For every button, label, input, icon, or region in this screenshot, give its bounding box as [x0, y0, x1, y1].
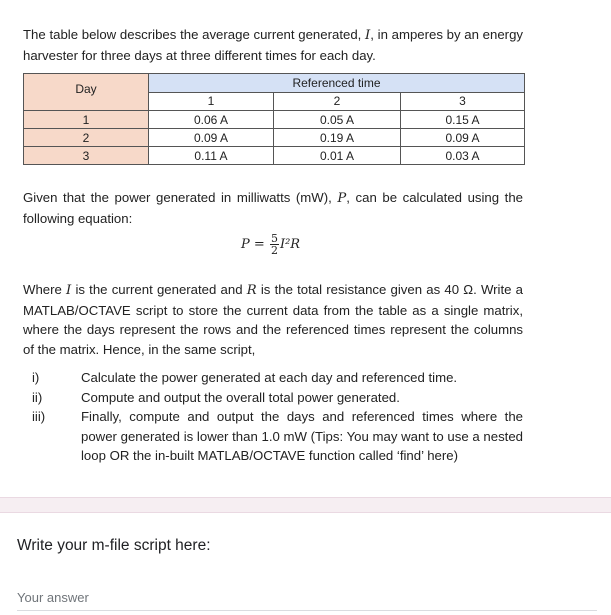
where-paragraph	[23, 280, 523, 359]
equation-fraction	[270, 233, 279, 256]
day-cell: 3	[24, 147, 149, 165]
current-symbol: I	[66, 283, 72, 298]
task-list	[23, 368, 523, 466]
current-cell: 0.09 A	[149, 129, 274, 147]
equation-lhs: P	[241, 237, 250, 252]
power-text-2: , can be calculated using the following equation:	[23, 190, 524, 226]
list-item	[23, 368, 523, 388]
where-text-3: is the total resistance given as 40 Ω. Write a MATLAB/OCTAVE script to store the current data from the table as a single matrix, where the days represent the rows and the referenced times represent the columns of the matrix. Hence, in the same script,	[23, 282, 523, 357]
power-paragraph	[23, 188, 523, 228]
question-title: Write your m-file script here:	[17, 537, 211, 554]
power-symbol: P	[337, 191, 347, 206]
current-cell: 0.05 A	[274, 111, 401, 129]
list-item	[23, 388, 523, 408]
list-marker: ii)	[32, 389, 43, 405]
list-text: Finally, compute and output the days and referenced times where the power generated is lower than 1.0 mW (Tips: You may want to use a nested loop OR the in-built MATLAB/OCTAVE function called ‘find’ here)	[81, 409, 523, 463]
current-cell: 0.15 A	[401, 111, 525, 129]
time-label-2: 2	[274, 92, 401, 111]
section-separator	[0, 497, 611, 513]
list-marker: iii)	[32, 409, 46, 424]
time-label-3: 3	[401, 92, 525, 111]
where-text-2: is the current generated and	[71, 282, 247, 297]
time-label-1: 1	[149, 92, 274, 111]
intro-paragraph	[23, 25, 523, 65]
fraction-numerator: 5	[270, 232, 278, 245]
current-cell: 0.01 A	[274, 147, 401, 165]
answer-input[interactable]: Your answer	[17, 590, 597, 611]
current-cell: 0.09 A	[401, 129, 525, 147]
list-marker: i)	[32, 370, 40, 385]
list-text: Calculate the power generated at each day and referenced time.	[81, 370, 458, 385]
table-row	[24, 111, 525, 129]
current-table	[23, 73, 525, 165]
where-text-1: Where	[23, 282, 67, 297]
current-cell: 0.03 A	[401, 147, 525, 165]
equation-equals: =	[253, 237, 265, 252]
current-cell: 0.06 A	[149, 111, 274, 129]
referenced-time-header: Referenced time	[149, 74, 525, 93]
intro-text-2: , in amperes by an energy harvester for three days at three different times for each day.	[23, 27, 523, 63]
fraction-denominator: 2	[270, 244, 278, 257]
current-cell: 0.11 A	[149, 147, 274, 165]
table-row	[24, 129, 525, 147]
power-equation	[241, 233, 300, 256]
current-symbol: I	[365, 28, 371, 43]
list-item	[23, 407, 523, 466]
power-text-1: Given that the power generated in milliwatts (mW),	[23, 190, 338, 205]
intro-text-1: The table below describes the average current generated,	[23, 27, 366, 42]
table-row	[24, 147, 525, 165]
list-text: Compute and output the overall total power generated.	[81, 389, 400, 405]
equation-rhs: I²R	[279, 237, 301, 252]
day-header-cell	[24, 74, 149, 111]
current-cell: 0.19 A	[274, 129, 401, 147]
day-cell: 2	[24, 129, 149, 147]
resistance-symbol: R	[246, 283, 257, 298]
day-cell: 1	[24, 111, 149, 129]
day-header: Day	[75, 82, 97, 96]
